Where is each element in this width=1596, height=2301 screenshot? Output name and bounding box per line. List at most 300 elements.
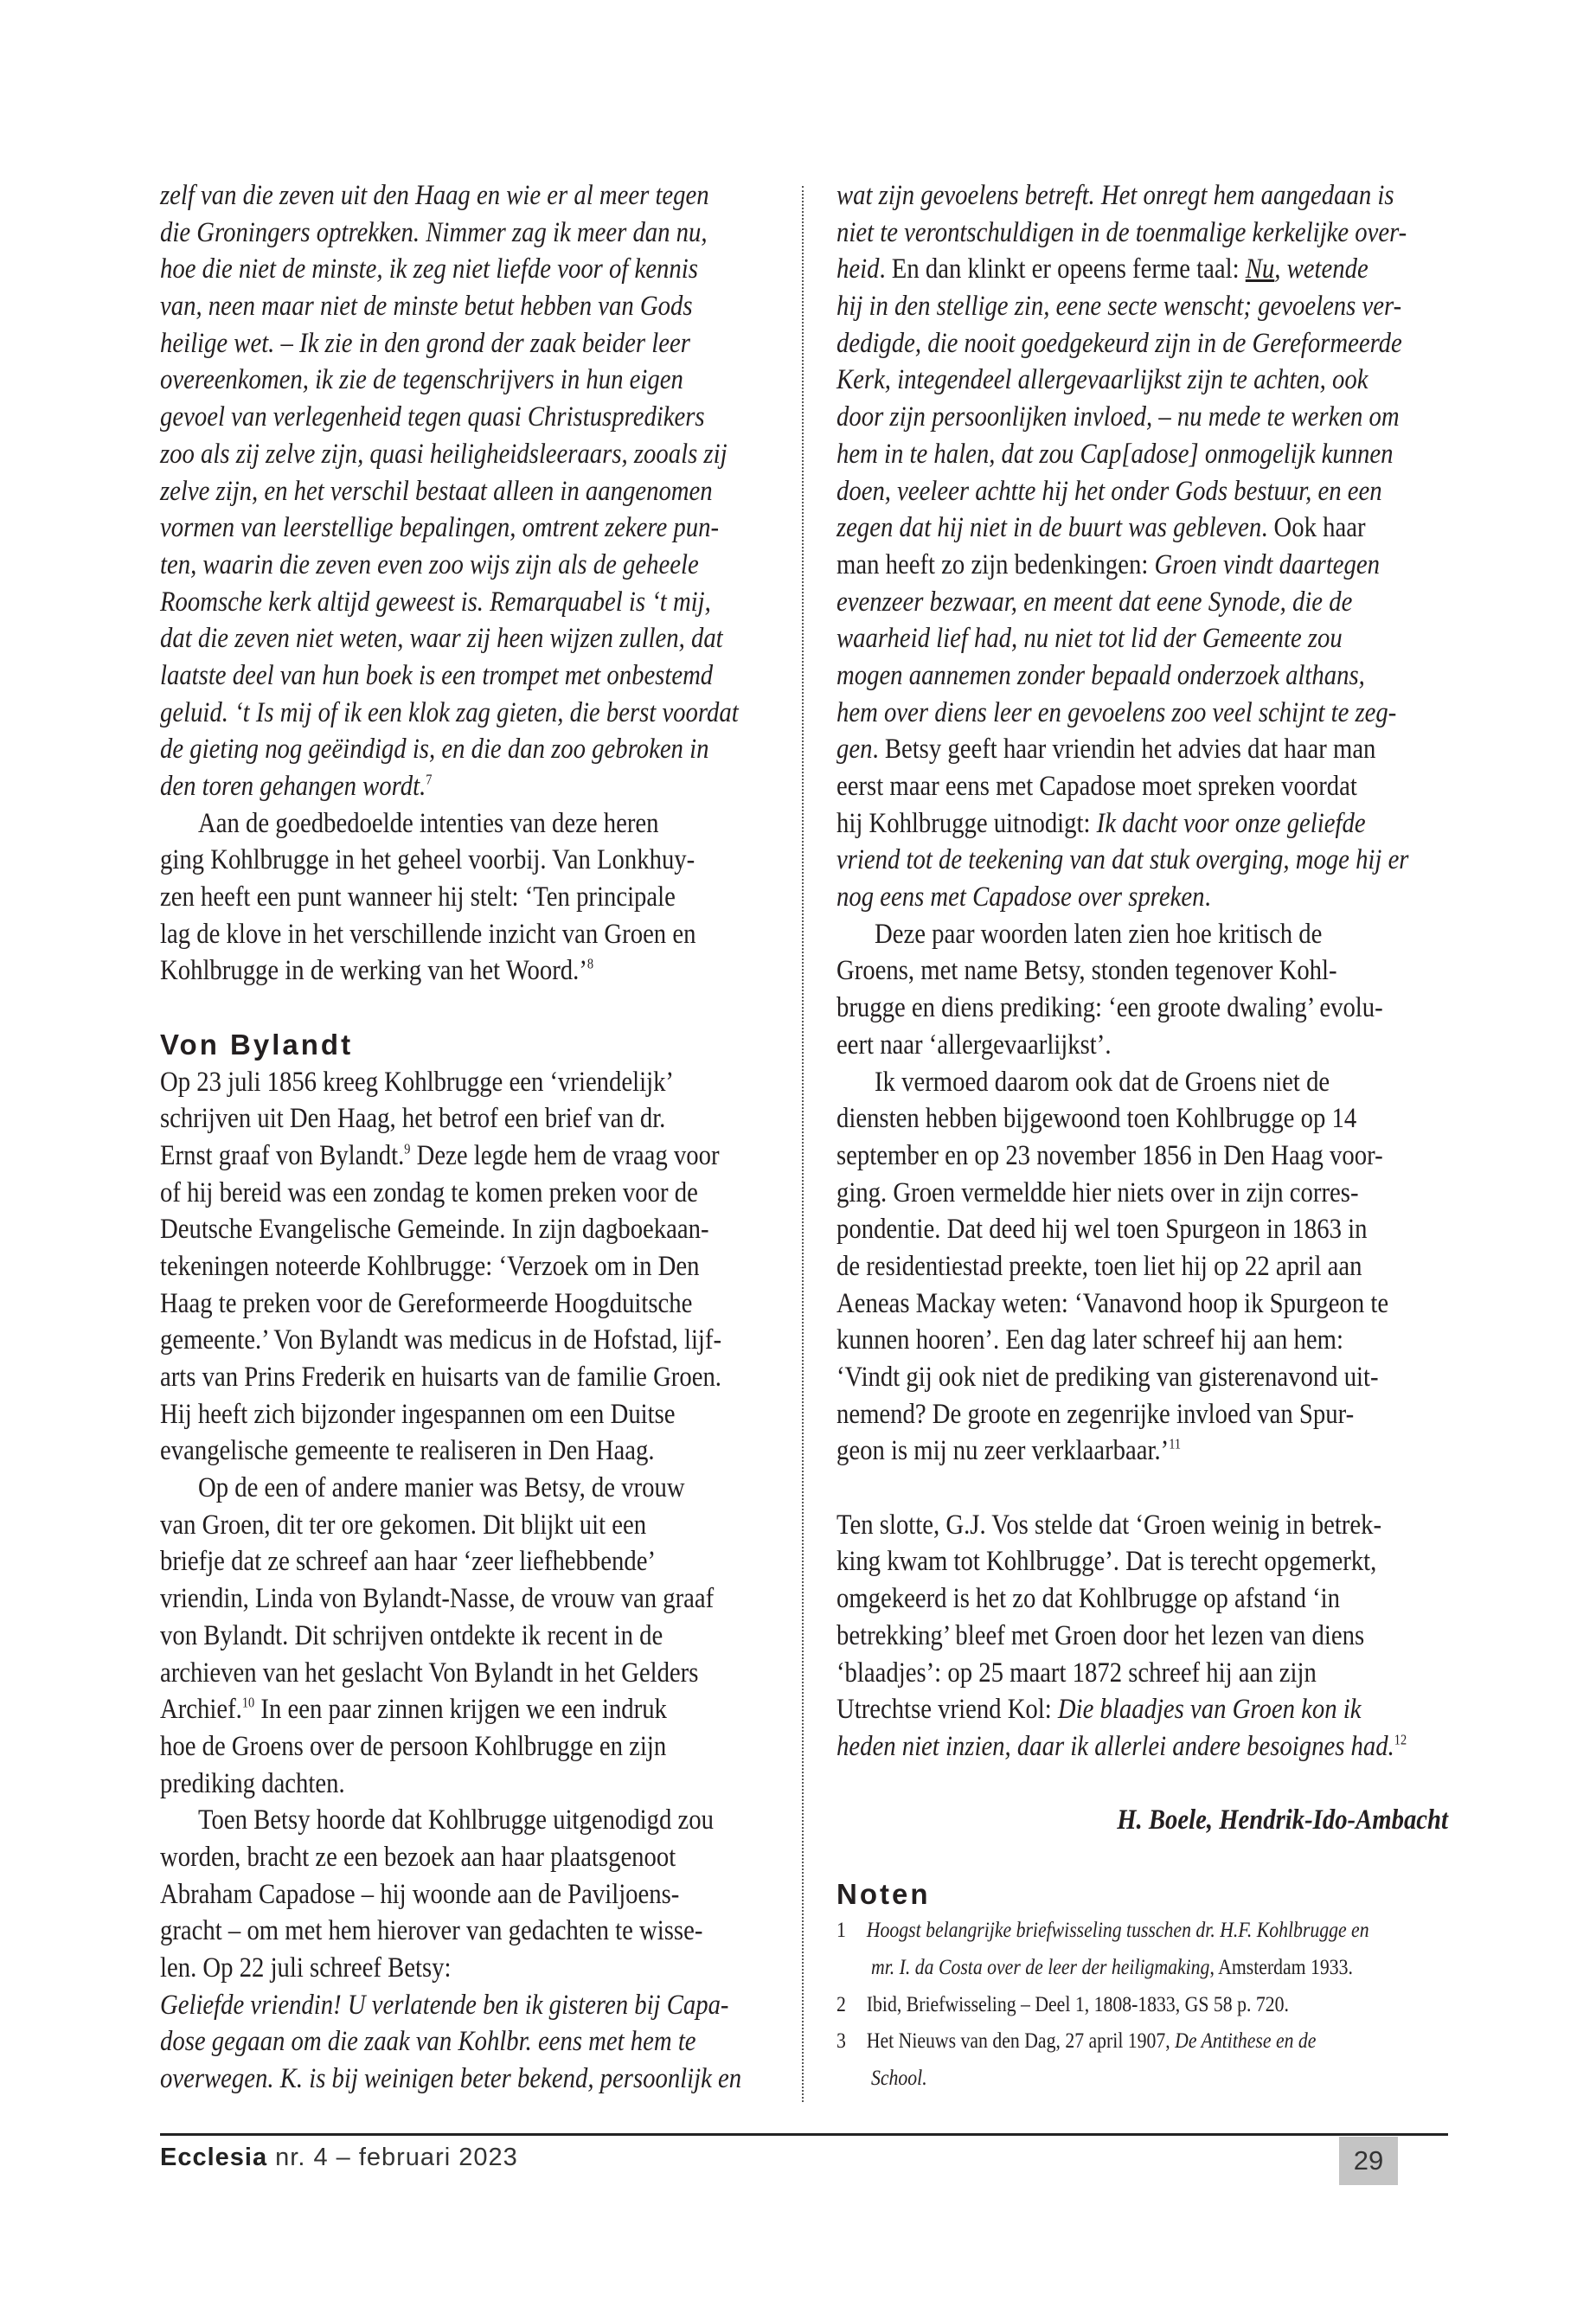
text-run: Toen Betsy hoorde dat Kohlbrugge uitgenodigd zou xyxy=(198,1804,715,1836)
line-content xyxy=(160,657,713,695)
footnote-number: 2 xyxy=(836,1992,846,2016)
text-line xyxy=(160,1175,770,1212)
text-run: hoe de Groens over de persoon Kohlbrugge en zijn xyxy=(160,1730,667,1762)
text-run: Kohlbrugge in de werking van het Woord.’ xyxy=(160,955,587,987)
text-line xyxy=(836,1322,1448,1359)
line-content xyxy=(875,916,1322,953)
text-run: omgekeerd is het zo dat Kohlbrugge op afstand ‘in xyxy=(836,1583,1341,1615)
text-run: Von Bylandt xyxy=(160,1028,354,1061)
footnote-line xyxy=(836,1913,1448,1950)
line-content xyxy=(198,1802,714,1839)
text-line xyxy=(160,399,770,436)
text-run: geluid. ‘t Is mij of ik een klok zag gieten, die berst voordat xyxy=(160,696,739,728)
line-content xyxy=(160,1580,714,1618)
right-column xyxy=(836,177,1448,2098)
line-content xyxy=(871,2061,927,2098)
text-line xyxy=(836,1507,1448,1544)
line-content xyxy=(836,2023,1316,2061)
text-run: gracht – om met hem hierover van gedachten te wisse- xyxy=(160,1915,703,1947)
text-line xyxy=(836,362,1448,399)
line-content xyxy=(160,1876,679,1913)
line-content xyxy=(836,325,1402,362)
line-content xyxy=(160,731,708,768)
text-run: de gieting nog geëindigd is, en die dan zoo gebroken in xyxy=(160,734,709,766)
text-run: mr. I. da Costa over de leer der heiligmaking xyxy=(871,1956,1210,1979)
text-run: Op 23 juli 1856 kreeg Kohlbrugge een ‘vriendelijk’ xyxy=(160,1066,674,1098)
text-run: heilige wet. – Ik zie in den grond der zaak beider leer xyxy=(160,327,690,359)
text-line xyxy=(160,1100,770,1138)
text-run: School. xyxy=(871,2067,927,2091)
text-run: len. Op 22 juli schreef Betsy: xyxy=(160,1952,452,1984)
text-run: gemeente.’ Von Bylandt was medicus in de Hofstad, lijf- xyxy=(160,1324,722,1356)
line-content xyxy=(875,1064,1330,1101)
text-run: In een paar zinnen krijgen we een indruk xyxy=(254,1694,667,1726)
text-run: lag de klove in het verschillende inzicht van Groen en xyxy=(160,918,696,950)
text-run: nog eens met Capadose over spreken xyxy=(836,881,1205,913)
text-line xyxy=(160,510,770,547)
text-line xyxy=(160,1285,770,1323)
line-content xyxy=(836,1580,1340,1618)
line-content xyxy=(836,620,1343,657)
line-content xyxy=(160,1027,353,1064)
text-run: Ibid, Briefwisseling – Deel 1, 1808-1833, GS 58 p. 720. xyxy=(866,1992,1289,2016)
text-line xyxy=(160,1433,770,1470)
text-run: zoo als zij zelve zijn, quasi heiligheidsleeraars, zooals zij xyxy=(160,438,727,470)
text-run: kunnen hooren’. Een dag later schreef hij aan hem: xyxy=(836,1324,1343,1356)
text-run: geon is mij nu zeer verklaarbaar.’ xyxy=(836,1435,1170,1467)
text-run: doen, veeleer achtte hij het onder Gods bestuur, en een xyxy=(836,475,1382,507)
line-content xyxy=(836,1543,1376,1580)
text-run: den toren gehangen wordt. xyxy=(160,771,426,802)
line-content xyxy=(160,362,683,399)
text-run: door zijn persoonlijken invloed, – nu mede te werken om xyxy=(836,401,1400,433)
line-content xyxy=(160,1138,720,1175)
text-line xyxy=(160,1618,770,1655)
line-content xyxy=(836,1322,1343,1359)
text-run: brugge en diens prediking: ‘een groote dwaling’ evolu- xyxy=(836,992,1383,1024)
text-line xyxy=(836,1359,1448,1396)
text-line xyxy=(836,584,1448,621)
text-line xyxy=(836,842,1448,879)
text-line xyxy=(160,1839,770,1876)
text-run: eerst maar eens met Capadose moet spreken voordat xyxy=(836,771,1357,802)
text-run: pondentie. Dat deed hij wel toen Spurgeon in 1863 in xyxy=(836,1214,1368,1246)
footnote-line xyxy=(836,2061,1448,2098)
line-content xyxy=(160,1175,698,1212)
text-line xyxy=(160,584,770,621)
line-content xyxy=(160,1728,666,1766)
text-line xyxy=(836,695,1448,732)
text-line xyxy=(160,436,770,473)
text-line xyxy=(836,547,1448,584)
text-line xyxy=(160,288,770,325)
text-line xyxy=(836,768,1448,805)
line-content xyxy=(160,1248,699,1285)
line-content xyxy=(160,510,719,547)
text-line xyxy=(160,2023,770,2061)
text-line xyxy=(836,1211,1448,1248)
footnote-ref: 9 xyxy=(404,1140,411,1157)
text-line xyxy=(836,1728,1448,1766)
text-run: briefje dat ze schreef aan haar ‘zeer liefhebbende’ xyxy=(160,1546,657,1578)
line-content xyxy=(836,1728,1407,1766)
text-run: Kerk, integendeel allergevaarlijkst zijn te achten, ook xyxy=(836,364,1368,396)
text-line xyxy=(160,473,770,510)
text-run: Aeneas Mackay weten: ‘Vanavond hoop ik Spurgeon te xyxy=(836,1287,1389,1319)
line-content xyxy=(836,731,1375,768)
text-line xyxy=(836,288,1448,325)
text-run: , Amsterdam 1933. xyxy=(1209,1956,1353,1979)
line-content xyxy=(836,473,1382,510)
footnote-line xyxy=(836,2023,1448,2061)
line-content xyxy=(160,952,593,990)
text-run: Nu xyxy=(1245,253,1275,285)
line-content xyxy=(160,1322,721,1359)
text-line xyxy=(160,1802,770,1839)
text-run: hij Kohlbrugge uitnodigt: xyxy=(836,807,1097,839)
text-line xyxy=(160,1064,770,1101)
line-content xyxy=(836,1211,1367,1248)
line-content xyxy=(160,436,727,473)
text-line xyxy=(160,1138,770,1175)
line-content xyxy=(836,952,1337,990)
text-line xyxy=(836,1285,1448,1323)
text-run: evangelische gemeente te realiseren in Den Haag. xyxy=(160,1435,655,1467)
text-line xyxy=(160,1691,770,1728)
text-line xyxy=(160,1507,770,1544)
text-line xyxy=(836,1175,1448,1212)
text-run: ging Kohlbrugge in het geheel voorbij. Van Lonkhuy- xyxy=(160,844,695,876)
text-line xyxy=(160,1359,770,1396)
text-run: mogen aannemen zonder bepaald onderzoek althans, xyxy=(836,659,1365,691)
text-line xyxy=(836,879,1448,916)
line-content xyxy=(160,620,723,657)
footer-rule xyxy=(160,2133,1448,2136)
text-line xyxy=(836,1138,1448,1175)
line-content xyxy=(160,1064,674,1101)
line-content xyxy=(160,1359,721,1396)
line-content xyxy=(836,1100,1356,1138)
text-run: vriend tot de teekening van dat stuk overging, moge hij er xyxy=(836,844,1409,876)
text-run: Geliefde vriendin! U verlatende ben ik gisteren bij Capa- xyxy=(160,1989,729,2021)
text-line xyxy=(836,177,1448,215)
column-divider xyxy=(802,186,804,2102)
text-run: . xyxy=(1204,881,1211,913)
text-run: Deze paar woorden laten zien hoe kritisch de xyxy=(875,918,1323,950)
text-run: Noten xyxy=(836,1877,931,1910)
left-column xyxy=(160,177,770,2098)
text-line xyxy=(160,1396,770,1433)
paragraph xyxy=(160,1987,770,2098)
line-content xyxy=(160,842,695,879)
text-line xyxy=(160,2061,770,2098)
line-content xyxy=(836,251,1368,288)
line-content xyxy=(836,1285,1388,1323)
line-content xyxy=(160,1691,667,1728)
text-line xyxy=(160,1211,770,1248)
line-content xyxy=(836,768,1357,805)
text-line xyxy=(160,251,770,288)
text-line xyxy=(836,1655,1448,1692)
text-run: van Groen, dit ter ore gekomen. Dit blijkt uit een xyxy=(160,1509,647,1541)
line-content xyxy=(160,215,708,252)
line-content xyxy=(836,436,1394,473)
text-run: hem in te halen, dat zou Cap[adose] onmogelijk kunnen xyxy=(836,438,1394,470)
line-content xyxy=(836,1138,1383,1175)
text-run: ging. Groen vermeldde hier niets over in zijn corres- xyxy=(836,1176,1359,1208)
text-run: prediking dachten. xyxy=(160,1767,345,1799)
text-run: overwegen. K. is bij weinigen beter bekend, persoonlijk en xyxy=(160,2063,742,2095)
line-content xyxy=(160,2061,741,2098)
paragraph xyxy=(836,1507,1448,1766)
footnote-number: 1 xyxy=(836,1919,846,1943)
paragraph xyxy=(160,1064,770,1471)
line-content xyxy=(160,768,432,805)
text-run: Groens, met name Betsy, stonden tegenover Kohl- xyxy=(836,955,1337,987)
line-content xyxy=(836,1876,931,1913)
text-run: Deze legde hem de vraag voor xyxy=(410,1139,720,1171)
line-content xyxy=(160,1950,451,1987)
text-line xyxy=(160,620,770,657)
text-line xyxy=(160,768,770,805)
line-content xyxy=(160,1766,345,1803)
line-content xyxy=(836,1507,1381,1544)
text-run: ten, waarin die zeven even zoo wijs zijn als de geheele xyxy=(160,548,699,580)
text-run: evenzeer bezwaar, en meent dat eene Synode, die de xyxy=(836,586,1353,618)
footnote-line xyxy=(836,1950,1448,1987)
line-content xyxy=(836,215,1407,252)
line-content xyxy=(160,584,711,621)
text-run: Roomsche kerk altijd geweest is. Remarquabel is ‘t mij, xyxy=(160,586,711,618)
text-line xyxy=(160,695,770,732)
text-run: waarheid lief had, nu niet tot lid der Gemeente zou xyxy=(836,623,1343,655)
section-heading xyxy=(160,1027,770,1064)
text-line xyxy=(160,1322,770,1359)
text-run: vormen van leerstellige bepalingen, omtrent zekere pun- xyxy=(160,512,720,544)
text-line xyxy=(160,1913,770,1950)
text-line xyxy=(836,1543,1448,1580)
line-content xyxy=(160,1211,709,1248)
text-run: archieven van het geslacht Von Bylandt in het Gelders xyxy=(160,1657,699,1689)
text-line xyxy=(160,547,770,584)
text-line xyxy=(836,1396,1448,1433)
line-content xyxy=(160,916,695,953)
text-line xyxy=(836,1691,1448,1728)
text-run: Ten slotte, G.J. Vos stelde dat ‘Groen weinig in betrek- xyxy=(836,1509,1382,1541)
text-line xyxy=(160,731,770,768)
line-content xyxy=(160,1618,663,1655)
line-content xyxy=(836,510,1366,547)
text-line xyxy=(836,1433,1448,1470)
text-run: betrekking’ bleef met Groen door het lezen van diens xyxy=(836,1619,1365,1651)
footnote-ref: 11 xyxy=(1169,1436,1182,1452)
line-content xyxy=(836,805,1366,843)
line-content xyxy=(160,1396,676,1433)
line-content xyxy=(836,177,1394,215)
text-run: Aan de goedbedoelde intenties van deze heren xyxy=(198,807,659,839)
text-run: Groen vindt daartegen xyxy=(1154,548,1380,580)
line-content xyxy=(836,1396,1354,1433)
text-run: laatste deel van hun boek is een trompet met onbestemd xyxy=(160,659,714,691)
text-run: tekeningen noteerde Kohlbrugge: ‘Verzoek om in Den xyxy=(160,1250,700,1282)
text-run: Utrechtse vriend Kol: xyxy=(836,1694,1058,1726)
text-line xyxy=(160,1987,770,2024)
text-line xyxy=(160,842,770,879)
paragraph xyxy=(836,1064,1448,1471)
text-run: nemend? De groote en zegenrijke invloed van Spur- xyxy=(836,1398,1355,1430)
paragraph xyxy=(160,1470,770,1802)
line-content xyxy=(836,362,1368,399)
paragraph xyxy=(836,177,1448,916)
line-content xyxy=(836,584,1352,621)
line-content xyxy=(160,251,698,288)
line-content xyxy=(836,657,1365,695)
text-run: heden niet inzien, daar ik allerlei andere besoignes had. xyxy=(836,1730,1394,1762)
text-run: Archief. xyxy=(160,1694,242,1726)
text-run: . Ook haar xyxy=(1261,512,1366,544)
magazine-name: Ecclesia xyxy=(160,2144,268,2171)
line-content xyxy=(160,399,705,436)
text-run: Die blaadjes van Groen kon ik xyxy=(1057,1694,1362,1726)
line-content xyxy=(836,1359,1379,1396)
text-run: zen heeft een punt wanneer hij stelt: ‘Ten principale xyxy=(160,881,676,913)
text-run: gevoel van verlegenheid tegen quasi Christuspredikers xyxy=(160,401,705,433)
footnote-item xyxy=(836,1987,1448,2024)
text-run: september en op 23 november 1856 in Den Haag voor- xyxy=(836,1139,1383,1171)
text-line xyxy=(160,1950,770,1987)
text-run: schrijven uit Den Haag, het betrof een brief van dr. xyxy=(160,1103,666,1135)
text-run: man heeft zo zijn bedenkingen: xyxy=(836,548,1155,580)
line-content xyxy=(160,177,709,215)
line-content xyxy=(160,473,713,510)
text-run: ‘Vindt gij ook niet de prediking van gisterenavond uit- xyxy=(836,1362,1379,1393)
text-run: niet te verontschuldigen in de toenmalige kerkelijke over- xyxy=(836,216,1407,248)
text-line xyxy=(836,657,1448,695)
text-run: , wetende xyxy=(1274,253,1368,285)
text-run: dedigde, die nooit goedgekeurd zijn in de Gereformeerde xyxy=(836,327,1402,359)
line-content xyxy=(836,547,1380,584)
text-run: of hij bereid was een zondag te komen preken voor de xyxy=(160,1176,698,1208)
line-content xyxy=(836,1655,1317,1692)
text-run: heid xyxy=(836,253,880,285)
footnote-item xyxy=(836,1913,1448,1986)
text-run: Ernst graaf von Bylandt. xyxy=(160,1139,405,1171)
line-content xyxy=(836,1691,1361,1728)
text-run: . En dan klinkt er opeens ferme taal: xyxy=(879,253,1246,285)
paragraph xyxy=(836,916,1448,1064)
text-run: Ik dacht voor onze geliefde xyxy=(1096,807,1366,839)
line-content xyxy=(160,1655,698,1692)
line-content xyxy=(836,1913,1369,1950)
text-run: Ik vermoed daarom ook dat de Groens niet de xyxy=(875,1066,1330,1098)
text-run: Haag te preken voor de Gereformeerde Hoogduitsche xyxy=(160,1287,693,1319)
text-line xyxy=(160,1655,770,1692)
text-run: Abraham Capadose – hij woonde aan de Paviljoens- xyxy=(160,1878,680,1910)
text-line xyxy=(836,990,1448,1027)
text-line xyxy=(160,362,770,399)
line-content xyxy=(836,1027,1111,1064)
text-line xyxy=(160,177,770,215)
text-line xyxy=(836,805,1448,843)
text-line xyxy=(160,1470,770,1507)
text-run: king kwam tot Kohlbrugge’. Dat is terecht opgemerkt, xyxy=(836,1546,1377,1578)
text-run: zelve zijn, en het verschil bestaat alleen in aangenomen xyxy=(160,475,713,507)
text-line xyxy=(160,1728,770,1766)
line-content xyxy=(160,1543,656,1580)
text-run: arts van Prins Frederik en huisarts van de familie Groen. xyxy=(160,1362,721,1393)
text-run: overeenkomen, ik zie de tegenschrijvers in hun eigen xyxy=(160,364,683,396)
line-content xyxy=(836,1987,1289,2024)
text-line xyxy=(836,620,1448,657)
text-line xyxy=(836,251,1448,288)
text-line xyxy=(836,916,1448,953)
line-content xyxy=(836,1618,1364,1655)
text-run: vriendin, Linda von Bylandt-Nasse, de vrouw van graaf xyxy=(160,1583,715,1615)
text-line xyxy=(160,1027,770,1064)
text-line xyxy=(836,952,1448,990)
text-run: gen xyxy=(836,734,873,766)
notes-list xyxy=(836,1913,1448,2097)
text-line xyxy=(160,805,770,843)
text-run: Hoogst belangrijke briefwisseling tusschen dr. H.F. Kohlbrugge en xyxy=(866,1919,1369,1943)
line-content xyxy=(160,1913,702,1950)
text-line xyxy=(836,1027,1448,1064)
text-line xyxy=(836,1618,1448,1655)
text-run: dat die zeven niet weten, waar zij heen wijzen zullen, dat xyxy=(160,623,723,655)
text-run: diensten hebben bijgewoond toen Kohlbrugge op 14 xyxy=(836,1103,1357,1135)
text-run: worden, bracht ze een bezoek aan haar plaatsgenoot xyxy=(160,1841,676,1873)
text-run: hem over diens leer en gevoelens zoo veel schijnt te zeg- xyxy=(836,696,1397,728)
text-run: . Betsy geeft haar vriendin het advies dat haar man xyxy=(872,734,1376,766)
paragraph xyxy=(160,177,770,805)
line-content xyxy=(160,1285,692,1323)
text-run: dose gegaan om die zaak van Kohlbr. eens met hem te xyxy=(160,2026,696,2058)
line-content xyxy=(160,695,739,732)
text-run: hij in den stellige zin, eene secte wenscht; gevoelens ver- xyxy=(836,291,1402,323)
text-line xyxy=(160,1876,770,1913)
line-content xyxy=(160,325,690,362)
paragraph xyxy=(160,805,770,990)
line-content xyxy=(198,805,659,843)
text-run: die Groningers optrekken. Nimmer zag ik meer dan nu, xyxy=(160,216,708,248)
line-content xyxy=(160,1433,655,1470)
text-line xyxy=(836,510,1448,547)
text-line xyxy=(836,1248,1448,1285)
footnote-number: 3 xyxy=(836,2029,846,2054)
line-content xyxy=(836,990,1383,1027)
text-line xyxy=(836,1580,1448,1618)
text-run: ‘blaadjes’: op 25 maart 1872 schreef hij aan zijn xyxy=(836,1657,1317,1689)
line-content xyxy=(836,695,1396,732)
line-content xyxy=(836,1175,1359,1212)
text-line xyxy=(160,1766,770,1803)
text-line xyxy=(836,1876,1448,1913)
footnote-ref: 12 xyxy=(1394,1731,1407,1748)
text-line xyxy=(160,879,770,916)
text-line xyxy=(160,325,770,362)
line-content xyxy=(160,2023,696,2061)
line-content xyxy=(160,1100,665,1138)
text-line xyxy=(836,731,1448,768)
text-line xyxy=(160,1248,770,1285)
text-run: Deutsche Evangelische Gemeinde. In zijn dagboekaan- xyxy=(160,1214,709,1246)
text-line xyxy=(836,1802,1448,1839)
text-run: van, neen maar niet de minste betut hebben van Gods xyxy=(160,291,693,323)
text-run: Op de een of andere manier was Betsy, de vrouw xyxy=(198,1472,685,1504)
author-signature xyxy=(836,1802,1448,1839)
text-line xyxy=(160,1543,770,1580)
line-content xyxy=(836,399,1400,436)
